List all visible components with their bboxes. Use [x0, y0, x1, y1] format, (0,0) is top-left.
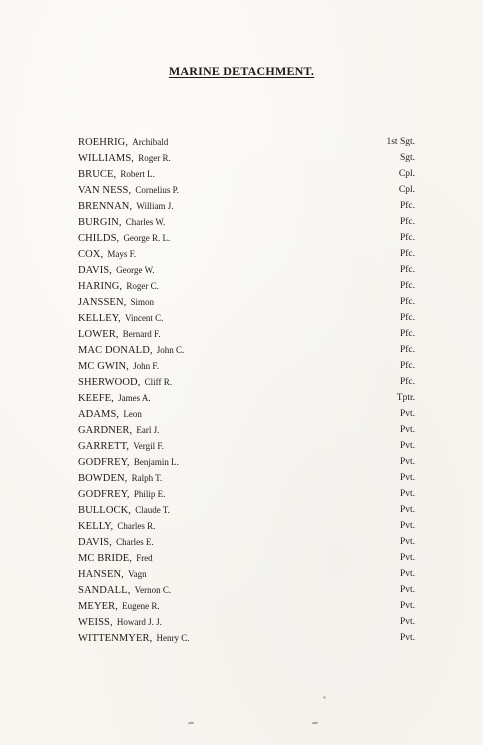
surname: CHILDS,: [78, 233, 120, 244]
given-name: George W.: [116, 265, 155, 275]
rank: Pfc.: [399, 265, 415, 275]
roster-row: [78, 342, 418, 358]
given-name: Earl J.: [136, 425, 160, 435]
rank: Pvt.: [399, 409, 415, 419]
surname: KELLY,: [78, 521, 114, 532]
given-name: Roger R.: [138, 153, 171, 163]
rank: Pvt.: [399, 473, 415, 483]
rank: Pfc.: [399, 297, 415, 307]
given-name: Charles E.: [116, 537, 154, 547]
rank: Pfc.: [399, 249, 415, 259]
given-name: Vergil F.: [133, 441, 164, 451]
surname: ROEHRIG,: [78, 137, 129, 148]
surname: COX,: [78, 249, 104, 260]
surname: BRENNAN,: [78, 201, 133, 212]
roster-row: [78, 566, 418, 582]
given-name: Claude T.: [135, 505, 170, 515]
rank: Pfc.: [399, 313, 415, 323]
given-name: Leon: [123, 409, 142, 419]
given-name: George R. L.: [123, 233, 171, 243]
given-name: Charles R.: [117, 521, 156, 531]
surname: GARRETT,: [78, 441, 130, 452]
rank: Pfc.: [399, 361, 415, 371]
surname: KELLEY,: [78, 313, 121, 324]
given-name: Simon: [130, 297, 155, 307]
rank: Pvt.: [399, 505, 415, 515]
given-name: Bernard F.: [122, 329, 161, 339]
roster-row: [78, 390, 418, 406]
roster-row: [78, 230, 418, 246]
rank: Pvt.: [399, 521, 415, 531]
roster-row: [78, 214, 418, 230]
roster-row: [78, 406, 418, 422]
surname: BRUCE,: [78, 169, 117, 180]
rank: Pfc.: [399, 281, 415, 291]
surname: SHERWOOD,: [78, 377, 141, 388]
roster-row: [78, 310, 418, 326]
roster-row: [78, 470, 418, 486]
rank: Tptr.: [396, 393, 415, 403]
rank: Pvt.: [399, 569, 415, 579]
surname: BULLOCK,: [78, 505, 132, 516]
print-mark: [312, 722, 318, 725]
rank: Pvt.: [399, 633, 415, 643]
surname: WITTENMYER,: [78, 633, 153, 644]
surname: HANSEN,: [78, 569, 124, 580]
given-name: Roger C.: [126, 281, 159, 291]
given-name: Cornelius P.: [135, 185, 179, 195]
rank: Cpl.: [398, 185, 415, 195]
rank: Pvt.: [399, 441, 415, 451]
rank: Pvt.: [399, 585, 415, 595]
surname: BURGIN,: [78, 217, 122, 228]
roster-row: [78, 614, 418, 630]
roster-row: [78, 166, 418, 182]
roster-row: [78, 630, 418, 646]
surname: LOWER,: [78, 329, 119, 340]
given-name: Vagn: [128, 569, 147, 579]
surname: MC GWIN,: [78, 361, 129, 372]
given-name: James A.: [118, 393, 151, 403]
roster-row: [78, 502, 418, 518]
given-name: Philip E.: [133, 489, 166, 499]
roster-row: [78, 134, 418, 150]
roster-row: [78, 534, 418, 550]
surname: GARDNER,: [78, 425, 133, 436]
rank: Sgt.: [399, 153, 415, 163]
given-name: Archibald: [132, 137, 169, 147]
rank: Pfc.: [399, 201, 415, 211]
surname: WEISS,: [78, 617, 113, 628]
rank: Pfc.: [399, 217, 415, 227]
surname: BOWDEN,: [78, 473, 128, 484]
surname: GODFREY,: [78, 457, 130, 468]
surname: GODFREY,: [78, 489, 130, 500]
page-title: MARINE DETACHMENT.: [168, 64, 315, 78]
given-name: Fred: [136, 553, 153, 563]
given-name: Eugene R.: [122, 601, 160, 611]
roster-row: [78, 486, 418, 502]
surname: DAVIS,: [78, 537, 112, 548]
roster-row: [78, 150, 418, 166]
rank: Pvt.: [399, 425, 415, 435]
rank: Pfc.: [399, 329, 415, 339]
roster-row: [78, 438, 418, 454]
given-name: Vernon C.: [134, 585, 172, 595]
surname: ADAMS,: [78, 409, 120, 420]
roster-row: [78, 582, 418, 598]
roster-row: [78, 294, 418, 310]
rank: Cpl.: [398, 169, 415, 179]
surname: HARING,: [78, 281, 123, 292]
rank: Pvt.: [399, 617, 415, 627]
roster-row: [78, 326, 418, 342]
given-name: William J.: [136, 201, 174, 211]
surname: MC BRIDE,: [78, 553, 132, 564]
given-name: Mays F.: [107, 249, 137, 259]
given-name: Howard J. J.: [116, 617, 162, 627]
roster-row: [78, 198, 418, 214]
print-mark: [188, 722, 194, 725]
rank: Pfc.: [399, 233, 415, 243]
print-mark: [323, 696, 326, 699]
roster-row: [78, 518, 418, 534]
rank: Pvt.: [399, 553, 415, 563]
given-name: Henry C.: [156, 633, 190, 643]
roster-row: [78, 278, 418, 294]
roster-row: [78, 246, 418, 262]
roster-row: [78, 182, 418, 198]
given-name: Vincent C.: [124, 313, 164, 323]
surname: SANDALL,: [78, 585, 131, 596]
rank: Pvt.: [399, 457, 415, 467]
given-name: John C.: [156, 345, 185, 355]
roster-list: [78, 134, 418, 646]
given-name: Ralph T.: [131, 473, 163, 483]
rank: 1st Sgt.: [386, 137, 415, 147]
roster-row: [78, 550, 418, 566]
given-name: Charles W.: [125, 217, 166, 227]
roster-row: [78, 358, 418, 374]
roster-row: [78, 374, 418, 390]
surname: VAN NESS,: [78, 185, 132, 196]
given-name: John F.: [133, 361, 159, 371]
surname: MAC DONALD,: [78, 345, 153, 356]
surname: MEYER,: [78, 601, 118, 612]
roster-row: [78, 262, 418, 278]
surname: WILLIAMS,: [78, 153, 135, 164]
rank: Pvt.: [399, 489, 415, 499]
surname: JANSSEN,: [78, 297, 127, 308]
given-name: Robert L.: [120, 169, 155, 179]
rank: Pvt.: [399, 537, 415, 547]
roster-row: [78, 422, 418, 438]
roster-row: [78, 598, 418, 614]
surname: KEEFE,: [78, 393, 114, 404]
roster-row: [78, 454, 418, 470]
rank: Pvt.: [399, 601, 415, 611]
surname: DAVIS,: [78, 265, 112, 276]
rank: Pfc.: [399, 345, 415, 355]
given-name: Cliff R.: [144, 377, 172, 387]
given-name: Benjamin L.: [133, 457, 179, 467]
rank: Pfc.: [399, 377, 415, 387]
